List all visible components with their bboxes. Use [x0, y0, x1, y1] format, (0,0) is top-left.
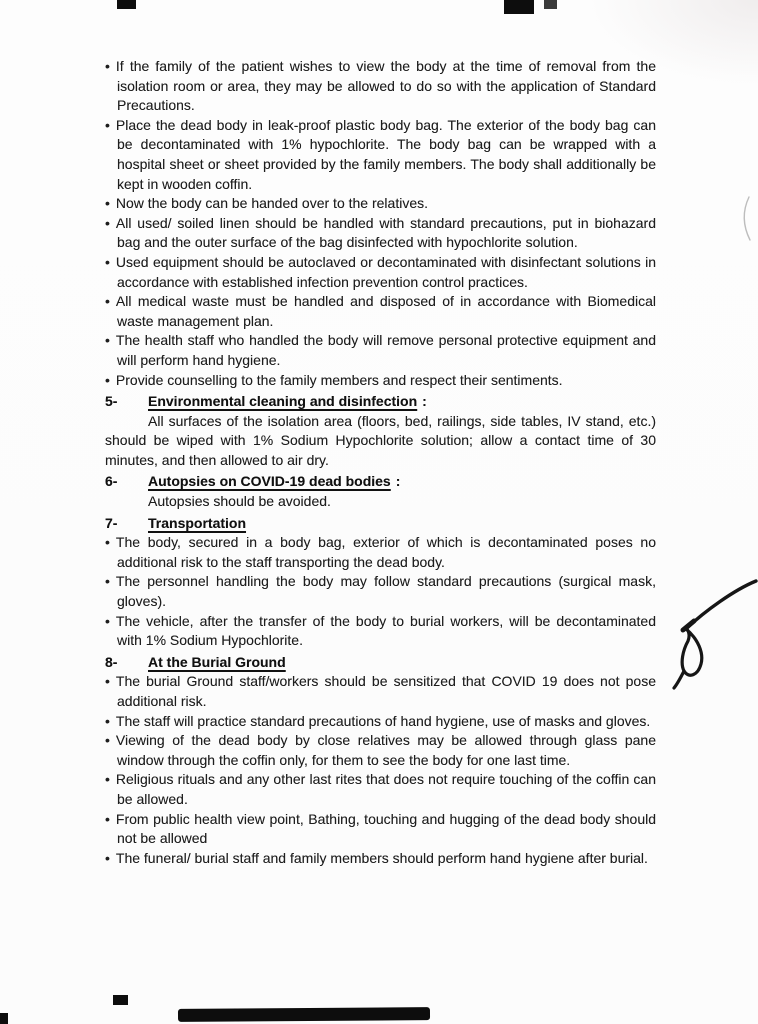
list-item-text: The personnel handling the body may follow standard precautions (surgical mask, gloves).: [115, 573, 656, 610]
list-item: [105, 572, 656, 611]
section-title: Environmental cleaning and disinfection: [148, 393, 418, 410]
list-item: [105, 849, 656, 869]
bullet-icon: •: [105, 573, 110, 590]
list-item-text: The funeral/ burial staff and family members should perform hand hygiene after burial.: [115, 849, 648, 866]
list-item-text: The health staff who handled the body will remove personal protective equipment and will perform hand hygiene.: [115, 332, 656, 368]
bullet-icon: •: [105, 771, 110, 788]
list-item: [105, 214, 656, 253]
section-title: Transportation: [148, 514, 247, 531]
scan-mark-top-center-2: [544, 0, 557, 9]
list-item: [105, 533, 656, 572]
list-item-text: Viewing of the dead body by close relatives may be allowed through glass pane window through the coffin only, for them to see the body for one last time.: [115, 732, 656, 768]
list-item: [105, 672, 656, 711]
scan-mark-top-left: [117, 0, 136, 9]
section-heading-transportation: [105, 514, 656, 534]
bullet-icon: •: [105, 58, 110, 74]
list-item-text: All used/ soiled linen should be handled with standard precautions, put in biohazard bag and the outer surface of the bag disinfected with hypochlorite solution.: [115, 214, 656, 251]
list-item: [105, 612, 656, 651]
bullet-icon: •: [105, 332, 110, 349]
section-number: 8-: [105, 653, 118, 670]
list-item: [105, 331, 656, 370]
list-item-text: Now the body can be handed over to the relatives.: [115, 195, 428, 212]
section-title: Autopsies on COVID-19 dead bodies: [148, 473, 391, 490]
list-item-text: The staff will practice standard precautions of hand hygiene, use of masks and gloves.: [115, 712, 651, 729]
list-item-text: If the family of the patient wishes to view the body at the time of removal from the isolation room or area, they may be allowed to do so with the application of Standard Precautions.: [115, 58, 656, 114]
bullet-icon: •: [105, 116, 110, 133]
section-paragraph: Autopsies should be avoided.: [148, 493, 331, 510]
section-number: 5-: [105, 393, 118, 410]
list-item: [105, 57, 656, 116]
section-title: At the Burial Ground: [148, 653, 286, 670]
bullet-icon: •: [105, 732, 110, 749]
bullet-icon: •: [105, 810, 110, 827]
section-number: 7-: [105, 514, 118, 531]
scan-mark-bottom-left: [113, 995, 128, 1005]
bullet-icon: •: [105, 253, 110, 270]
list-item-text: Provide counselling to the family members and respect their sentiments.: [115, 371, 563, 388]
section-title-colon: :: [395, 473, 401, 490]
section-heading-environmental-cleaning: [105, 392, 656, 412]
bullet-icon: •: [105, 849, 110, 866]
pen-tick-mark-icon: [674, 581, 756, 688]
scan-mark-top-center: [504, 0, 534, 14]
bullet-icon: •: [105, 214, 110, 231]
list-item: [105, 770, 656, 809]
bullet-icon: •: [105, 712, 110, 729]
bullet-icon: •: [105, 612, 110, 629]
list-item: [105, 731, 656, 770]
bullet-icon: •: [105, 293, 110, 310]
bullet-icon: •: [105, 371, 110, 388]
list-item: [105, 810, 656, 849]
list-item: [105, 371, 656, 391]
list-item: [105, 712, 656, 732]
section-paragraph: All surfaces of the isolation area (floors, bed, railings, side tables, IV stand, etc.) should be wiped with 1% Sodium Hypochlorite solution; allow a contact time of 30 minutes, and then allowed to air dry.: [105, 412, 656, 468]
list-item-text: Used equipment should be autoclaved or decontaminated with disinfectant solutions in accordance with established infection prevention control practices.: [115, 253, 656, 290]
bullet-icon: •: [105, 673, 110, 690]
bullet-icon: •: [105, 534, 110, 551]
list-item: [105, 194, 656, 214]
document-body: [105, 57, 656, 868]
list-item: [105, 116, 656, 194]
list-item-text: The burial Ground staff/workers should be sensitized that COVID 19 does not pose additional risk.: [115, 673, 656, 709]
page-fold-line: [744, 197, 750, 240]
list-item: [105, 292, 656, 331]
section-heading-autopsies: [105, 472, 656, 492]
list-item-text: Place the dead body in leak-proof plastic body bag. The exterior of the body bag can be decontaminated with 1% hypochlorite. The body bag can be wrapped with a hospital sheet or sheet provided by the family members. The body shall additionally be kept in wooden coffin.: [115, 116, 656, 192]
list-item: [105, 253, 656, 292]
section-title-colon: :: [422, 393, 427, 410]
scan-mark-bottom-bar: [178, 1007, 430, 1022]
list-item-text: From public health view point, Bathing, touching and hugging of the dead body should not be allowed: [115, 810, 656, 847]
list-item-text: The vehicle, after the transfer of the body to burial workers, will be decontaminated with 1% Sodium Hypochlorite.: [115, 612, 656, 649]
scan-mark-bottom-corner: [0, 1013, 8, 1024]
list-item-text: Religious rituals and any other last rites that does not require touching of the coffin can be allowed.: [115, 771, 656, 807]
section-number: 6-: [105, 473, 118, 490]
list-item-text: The body, secured in a body bag, exterior of which is decontaminated poses no additional risk to the staff transporting the dead body.: [115, 534, 656, 570]
section-heading-burial-ground: [105, 653, 656, 673]
bullet-icon: •: [105, 195, 110, 212]
list-item-text: All medical waste must be handled and disposed of in accordance with Biomedical waste management plan.: [115, 293, 656, 329]
